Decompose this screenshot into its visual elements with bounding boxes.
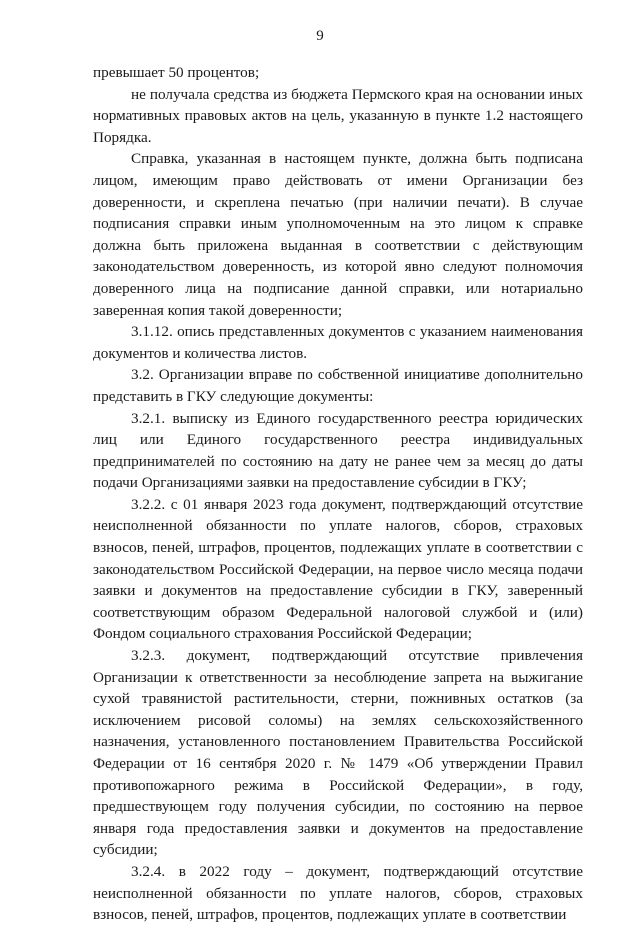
paragraph: 3.2.3. документ, подтверждающий отсутствие привлечения Организации к ответственности за несоблюдение запрета на выжигание сухой травянистой растительности, стерни, пожнивных остатков (за исключением рисовой соломы) на землях сельскохозяйственного назначения, установленного постановлением Правительства Российской Федерации от 16 сентября 2020 г. № 1479 «Об утверждении Правил противопожарного режима в Российской Федерации», в году, предшествующем году получения субсидии, по состоянию на первое января года предоставления заявки и документов на предоставление субсидии; (93, 647, 583, 859)
page-number: 9 (316, 28, 324, 44)
paragraph: 3.2.2. с 01 января 2023 года документ, подтверждающий отсутствие неисполненной обязанности по уплате налогов, сборов, страховых взносов, пеней, штрафов, процентов, подлежащих уплате в соответствии с законодательством Российской Федерации, на первое число месяца подачи заявки и документов на предоставление субсидии в ГКУ, заверенный соответствующим образом Федеральной налоговой службой и (или) Фондом социального страхования Российской Федерации; (93, 495, 583, 643)
paragraph: превышает 50 процентов; (93, 64, 260, 81)
paragraph: Справка, указанная в настоящем пункте, должна быть подписана лицом, имеющим право действовать от имени Организации без доверенности, и скреплена печатью (при наличии печати). В случае подписания справки иным уполномоченным на это лицом к справке должна быть приложена выданная в соответствии с действующим законодательством доверенность, из которой явно следуют полномочия доверенного лица на подписание данной справки, или нотариально заверенная копия такой доверенности; (93, 150, 583, 319)
paragraph: 3.2. Организации вправе по собственной инициативе дополнительно представить в ГКУ следующие документы: (93, 366, 583, 405)
paragraph: 3.1.12. опись представленных документов с указанием наименования документов и количества листов. (93, 323, 583, 362)
paragraph: 3.2.1. выписку из Единого государственного реестра юридических лиц или Единого государственного реестра индивидуальных предпринимателей по состоянию на дату не ранее чем за месяц до даты подачи Организациями заявки на предоставление субсидии в ГКУ; (93, 409, 583, 492)
document-body (93, 62, 583, 926)
paragraph: не получала средства из бюджета Пермского края на основании иных нормативных правовых актов на цель, указанную в пункте 1.2 настоящего Порядка. (93, 85, 583, 146)
paragraph: 3.2.4. в 2022 году – документ, подтверждающий отсутствие неисполненной обязанности по уплате налогов, сборов, страховых взносов, пеней, штрафов, процентов, подлежащих уплате в соответствии (93, 862, 583, 924)
